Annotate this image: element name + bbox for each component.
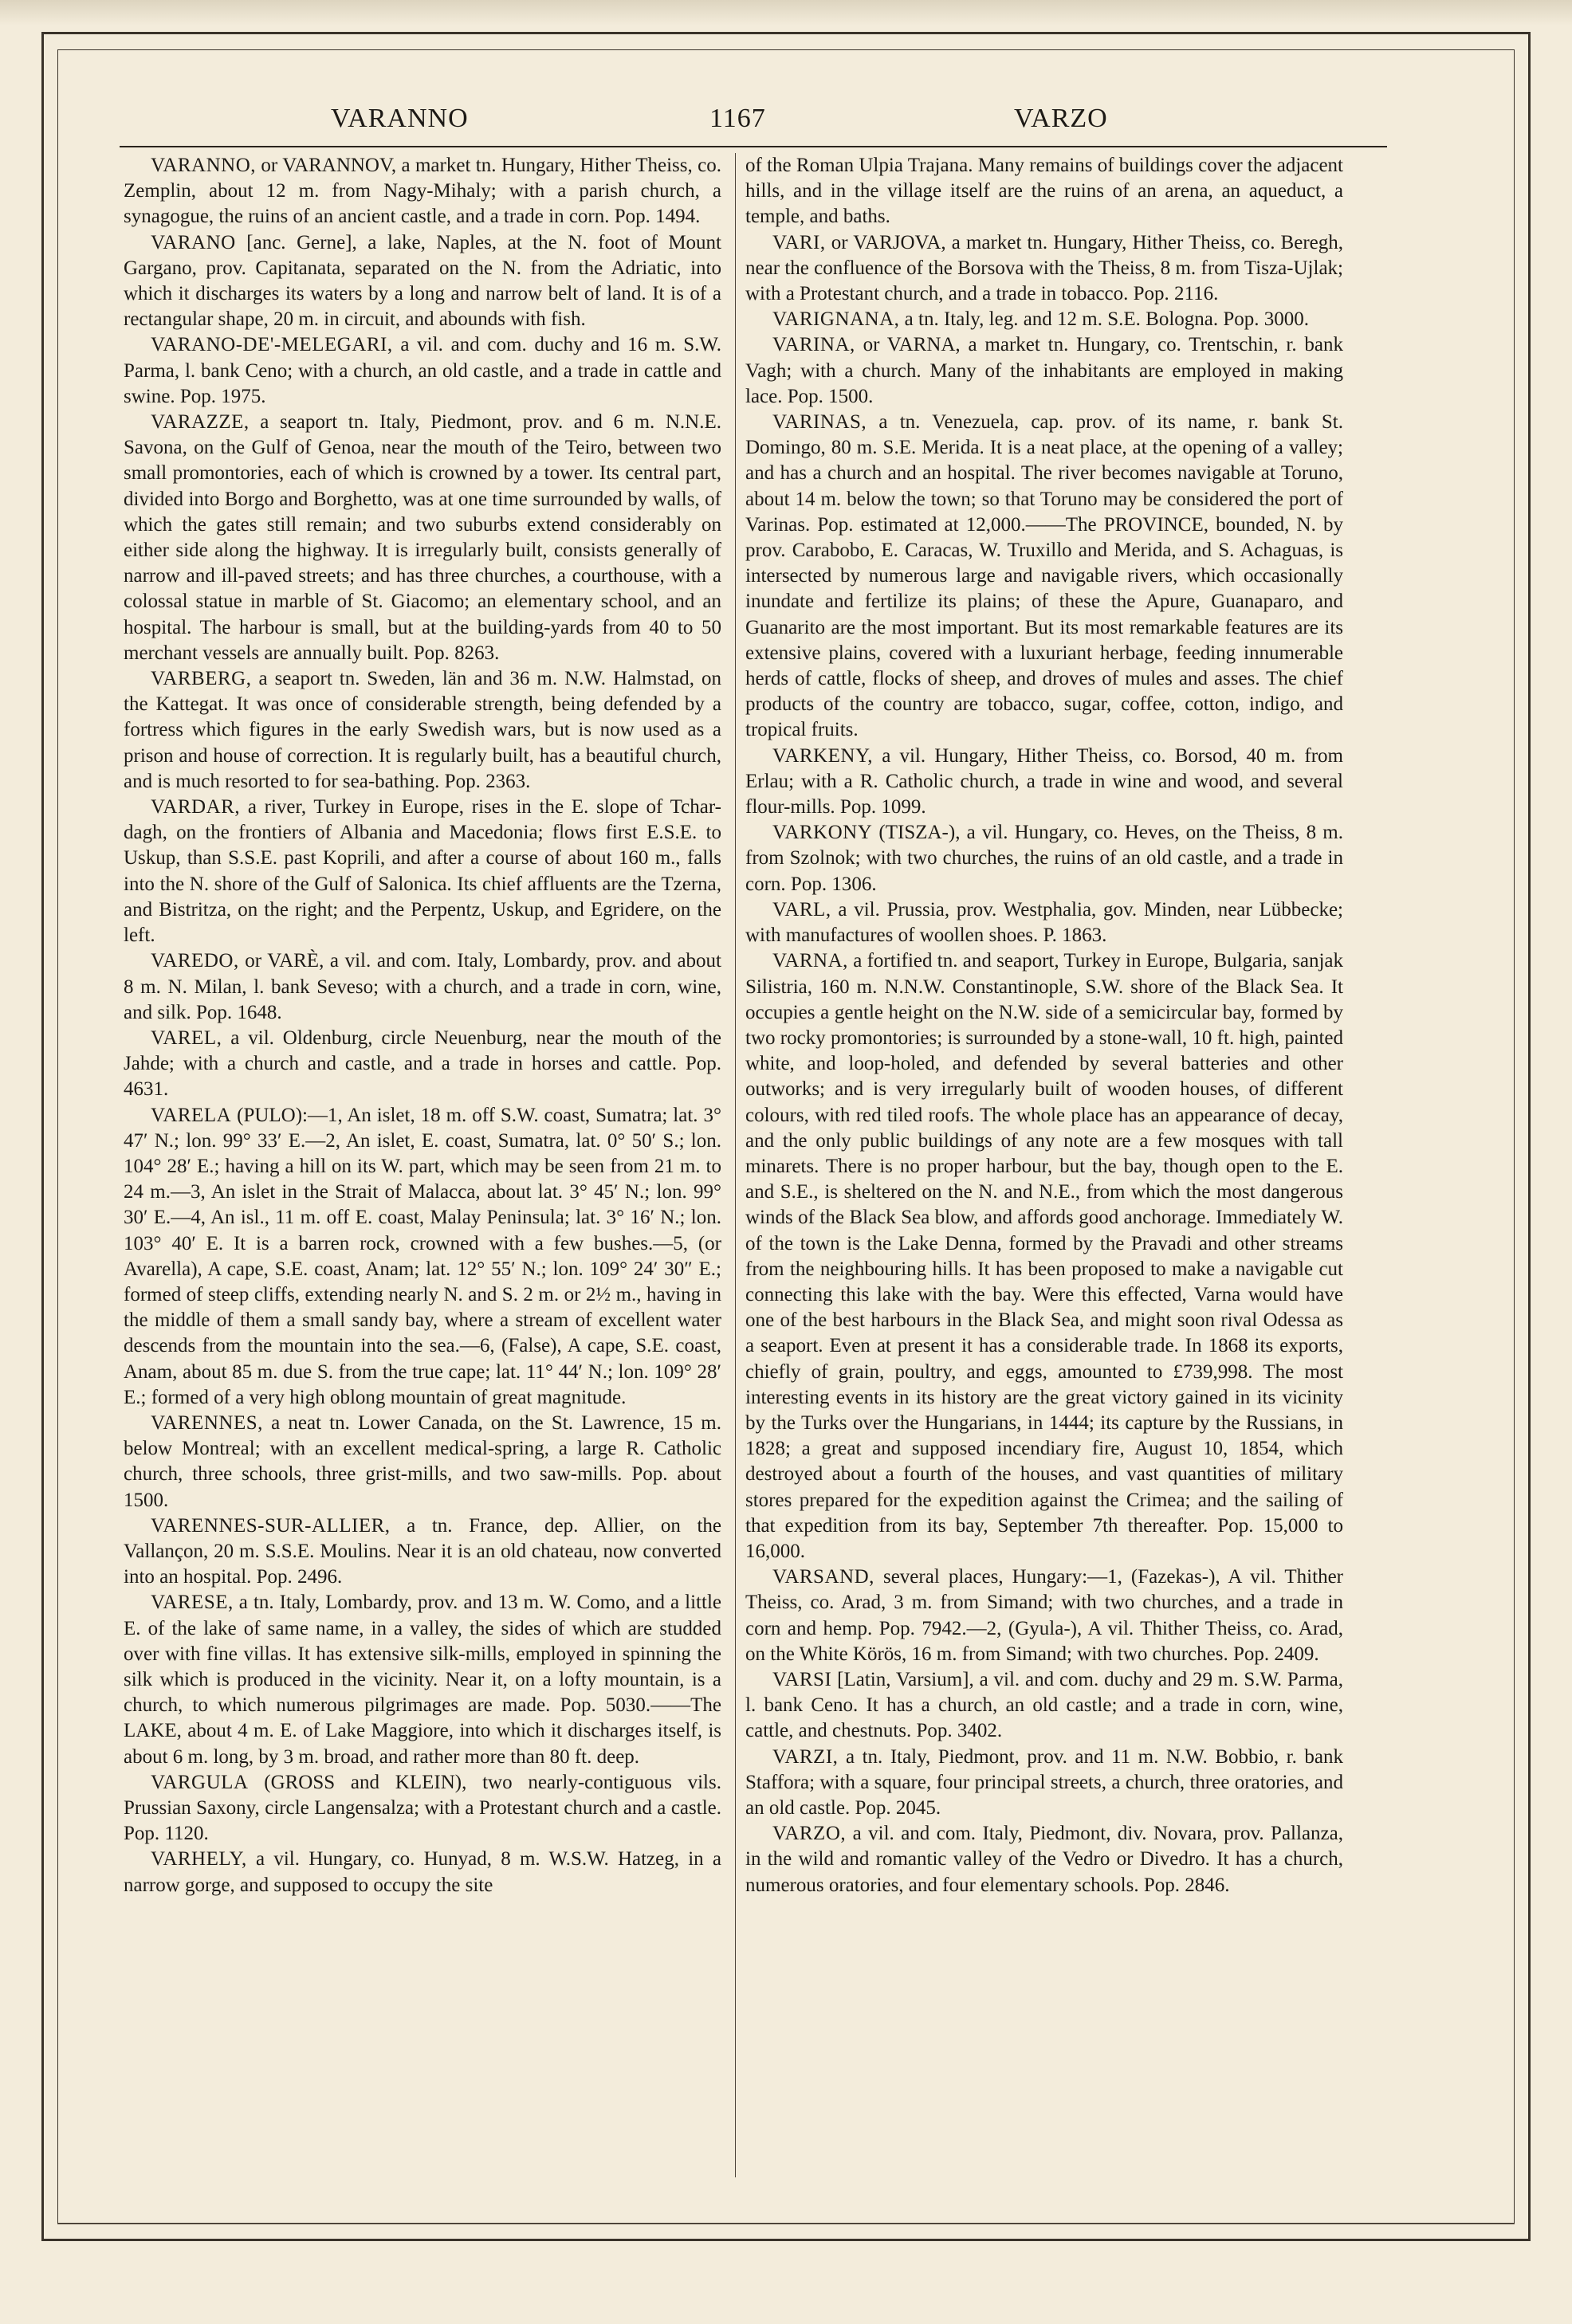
entry-text: a tn. Italy, leg. and 12 m. S.E. Bologna. Pop. 3000. (899, 308, 1310, 331)
right-column (745, 153, 1343, 1898)
dictionary-entry (124, 666, 721, 795)
entry-text: or VARÈ, a vil. and com. Italy, Lombardy, prov. and about 8 m. N. Milan, l. bank Seveso; with a church, and a trade in corn, wine, and silk. Pop. 1648. (124, 950, 721, 1023)
entry-text: a tn. Venezuela, cap. prov. of its name, r. bank St. Domingo, 80 m. S.E. Merida. It is a neat place, at the opening of a valley; and has a church and an hospital. The river becomes navigable at Toruno, about 14 m. below the town; so that Toruno may be considered the port of Varinas. Pop. estimated at 12,000.——The PROVINCE, bounded, N. by prov. Carabobo, E. Caracas, W. Truxillo and Merida, and S. Achaguas, is intersected by numerous large and navigable rivers, which occasionally inundate and fertilize its plains; of these the Apure, Guanaparo, and Guanarito are the most important. But its most remarkable features are its extensive plains, covered with a luxuriant herbage, feeding innumerable herds of cattle, flocks of sheep, and droves of mules and asses. The chief products of the country are tobacco, sugar, coffee, cotton, indigo, and tropical fruits. (745, 411, 1343, 741)
entry-text: a tn. Italy, Lombardy, prov. and 13 m. W. Como, and a little E. of the lake of same name, in a valley, the sides of which are studded over with fine villas. It has extensive silk-mills, employed in spinning the silk which is produced in the vicinity. Near it, on a lofty mountain, is a church, to which numerous pilgrimages are made. Pop. 5030.——The LAKE, about 4 m. E. of Lake Maggiore, into which it discharges itself, is about 6 m. long, by 3 m. broad, and rather more than 80 ft. deep. (124, 1592, 721, 1768)
entry-headword: VARI, (772, 231, 826, 253)
entry-headword: VARKENY, (772, 744, 874, 767)
dictionary-entry (124, 230, 721, 333)
dictionary-entry (124, 1411, 721, 1513)
entry-text: a vil. Oldenburg, circle Neuenburg, near the mouth of the Jahde; with a church and castle, and a trade in horses and cattle. Pop. 4631. (124, 1027, 721, 1101)
entry-text: a vil. Hungary, co. Hunyad, 8 m. W.S.W. Hatzeg, in a narrow gorge, and supposed to occupy the site (124, 1848, 721, 1896)
dictionary-entry (745, 1745, 1343, 1822)
entry-text: (TISZA-), a vil. Hungary, co. Heves, on the Theiss, 8 m. from Szolnok; with two churches, the ruins of an old castle, and a trade in corn. Pop. 1306. (745, 822, 1343, 895)
entry-headword: VARGULA (151, 1771, 249, 1793)
entry-text: a vil. Hungary, Hither Theiss, co. Borsod, 40 m. from Erlau; with a R. Catholic church, a trade in wine and wood, and several flour-mills. Pop. 1099. (745, 744, 1343, 819)
entry-headword: VARAZZE, (151, 411, 250, 434)
running-head-left: VARANNO (331, 104, 469, 133)
dictionary-entry (745, 332, 1343, 410)
entry-headword: VARIGNANA, (772, 308, 900, 331)
dictionary-entry (745, 1821, 1343, 1898)
entry-text: a vil. and com. Italy, Piedmont, div. Novara, prov. Pallanza, in the wild and romantic valley of the Vedro or Divedro. It has a church, numerous oratories, and four elementary schools. Pop. 2846. (745, 1823, 1343, 1896)
entry-text: of the Roman Ulpia Trajana. Many remains of buildings cover the adjacent hills, and in the village itself are the ruins of an arena, an aqueduct, a temple, and baths. (745, 155, 1343, 228)
dictionary-entry (124, 1590, 721, 1769)
dictionary-entry (745, 744, 1343, 821)
entry-headword: VARSI (772, 1668, 832, 1690)
dictionary-entry (124, 1770, 721, 1847)
dictionary-entry (124, 332, 721, 410)
dictionary-entry (124, 1026, 721, 1103)
dictionary-entry (124, 153, 721, 230)
running-head (120, 104, 1387, 140)
entry-headword: VARKONY (772, 822, 873, 844)
entry-text: a vil. Prussia, prov. Westphalia, gov. Minden, near Lübbecke; with manufactures of woollen shoes. P. 1863. (745, 898, 1343, 947)
entry-headword: VARESE, (151, 1592, 234, 1614)
dictionary-entry (124, 1513, 721, 1591)
dictionary-entry (124, 948, 721, 1026)
dictionary-entry (124, 410, 721, 666)
entry-headword: VARINA, (772, 334, 855, 356)
entry-headword: VARSAND, (772, 1566, 874, 1588)
entry-headword: VARENNES-SUR-ALLIER, (151, 1514, 391, 1537)
entry-headword: VARANNO, (151, 155, 257, 176)
dictionary-entry (745, 307, 1343, 332)
entry-text: a seaport tn. Sweden, län and 36 m. N.W. Halmstad, on the Kattegat. It was once of considerable strength, being defended by a fortress which figures in the early Swedish wars, but is now used as a prison and house of correction. It is regularly built, has a beautiful church, and is much resorted to for sea-bathing. Pop. 2363. (124, 668, 721, 792)
entry-text: or VARJOVA, a market tn. Hungary, Hither Theiss, co. Beregh, near the confluence of the Borsova with the Theiss, 8 m. from Tisza-Ujlak; with a Protestant church, and a trade in tobacco. Pop. 2116. (745, 231, 1343, 305)
entry-headword: VAREL, (151, 1027, 222, 1049)
entry-headword: VARZO, (772, 1823, 847, 1845)
running-head-right: VARZO (1014, 104, 1108, 133)
entry-text: [anc. Gerne], a lake, Naples, at the N. foot of Mount Gargano, prov. Capitanata, separated on the N. from the Adriatic, into which it discharges its waters by a long and narrow belt of land. It is of a rectangular shape, 20 m. in circuit, and abounds with fish. (124, 231, 721, 331)
entry-headword: VARZI, (772, 1745, 839, 1768)
header-rule (120, 146, 1387, 147)
entry-text: or VARANNOV, a market tn. Hungary, Hither Theiss, co. Zemplin, about 12 m. from Nagy-Mihaly; with a parish church, a synagogue, the ruins of an ancient castle, and a trade in corn. Pop. 1494. (124, 155, 721, 228)
dictionary-entry (745, 897, 1343, 948)
dictionary-entry (124, 1103, 721, 1411)
scan-edge (0, 0, 1572, 26)
dictionary-entry (745, 1564, 1343, 1667)
entry-text: several places, Hungary:—1, (Fazekas-), A vil. Thither Theiss, co. Arad, 3 m. from Simand; with two churches, and a trade in corn and hemp. Pop. 7942.—2, (Gyula-), A vil. Thither Theiss, co. Arad, on the White Körös, 16 m. from Simand; with two churches. Pop. 2409. (745, 1566, 1343, 1665)
entry-text: (PULO):—1, An islet, 18 m. off S.W. coast, Sumatra; lat. 3° 47′ N.; lon. 99° 33′ E.—2, An islet, E. coast, Sumatra, lat. 0° 50′ S.; lon. 104° 28′ E.; having a hill on its W. part, which may be seen from 21 m. to 24 m.—3, An islet in the Strait of Malacca, about lat. 3° 45′ N.; lon. 99° 30′ E.—4, An isl., 11 m. off E. coast, Malay Peninsula; lat. 3° 16′ N.; lon. 103° 40′ E. It is a barren rock, crowned with a few bushes.—5, (or Avarella), A cape, S.E. coast, Anam; lat. 12° 55′ N.; lon. 109° 24′ 30″ E.; formed of steep cliffs, extending nearly N. and S. 2 m. or 2½ m., having in the middle of them a small sandy bay, where a stream of excellent water descends from the mountain into the sea.—6, (False), A cape, S.E. coast, Anam, about 85 m. due S. from the true cape; lat. 11° 44′ N.; lon. 109° 28′ E.; formed of a very high oblong mountain of great magnitude. (124, 1104, 721, 1408)
dictionary-entry (745, 1667, 1343, 1745)
entry-text: a vil. and com. duchy and 16 m. S.W. Parma, l. bank Ceno; with a church, an old castle, and a trade in cattle and swine. Pop. 1975. (124, 334, 721, 407)
entry-headword: VARDAR, (151, 796, 241, 819)
dictionary-entry (745, 948, 1343, 1564)
entry-text: a fortified tn. and seaport, Turkey in Europe, Bulgaria, sanjak Silistria, 160 m. N.N.W. Constantinople, S.W. shore of the Black Sea. It occupies a gentle height on the N.W. side of a semicircular bay, formed by two rocky promontories; is surrounded by a stone-wall, 10 ft. high, painted white, and loop-holed, and defended by several batteries and other outworks; and is very irregularly built of wooden houses, of different colours, with red tiled roofs. The whole place has an appearance of decay, and the only public buildings of any note are a few mosques with tall minarets. There is no proper harbour, but the bay, though open to the E. and S.E., is sheltered on the N. and N.E., from which the most dangerous winds of the Black Sea blow, and affords good anchorage. Immediately W. of the town is the Lake Denna, formed by the Pravadi and other streams from the neighbouring hills. It has been proposed to make a navigable cut connecting this lake with the bay. Were this effected, Varna would have one of the best harbours in the Black Sea, and might soon rival Odessa as a seaport. Even at present it has a considerable trade. In 1868 its exports, chiefly of grain, poultry, and eggs, amounted to £739,998. The most interesting events in its history are the great victory gained in its vicinity by the Turks over the Hungarians, in 1444; its capture by the Russians, in 1828; a great and supposed incendiary fire, August 10, 1854, which destroyed about a fourth of the houses, and vast quantities of military stores prepared for the expedition against the Crimea; and the sailing of that expedition from its bay, September 7th thereafter. Pop. 15,000 to 16,000. (745, 950, 1343, 1562)
entry-headword: VARHELY, (151, 1848, 247, 1871)
dictionary-entry (745, 230, 1343, 308)
entry-text: a tn. France, dep. Allier, on the Vallançon, 20 m. S.S.E. Moulins. Near it is an old chateau, now converted into an hospital. Pop. 2496. (124, 1514, 721, 1588)
entry-text: a seaport tn. Italy, Piedmont, prov. and 6 m. N.N.E. Savona, on the Gulf of Genoa, near the mouth of the Teiro, between two small promontories, each of which is crowned by a tower. Its central part, divided into Borgo and Borghetto, was at one time surrounded by walls, of which the gates still remain; and two suburbs extend considerably on either side along the highway. It is irregularly built, consists generally of narrow and ill-paved streets; and has three churches, a courthouse, with a colossal statue in marble of St. Giacomo; an elementary school, and an hospital. The harbour is small, but at the building-yards from 40 to 50 merchant vessels are annually built. Pop. 8263. (124, 411, 721, 664)
entry-headword: VARBERG, (151, 668, 252, 690)
entry-text: (GROSS and KLEIN), two nearly-contiguous vils. Prussian Saxony, circle Langensalza; with a Protestant church and a castle. Pop. 1120. (124, 1771, 721, 1845)
left-column (124, 153, 721, 1898)
entry-text: a river, Turkey in Europe, rises in the E. slope of Tchar-dagh, on the frontiers of Albania and Macedonia; flows first E.S.E. to Uskup, than S.S.E. past Koprili, and after a course of about 160 m., falls into the N. shore of the Gulf of Salonica. Its chief affluents are the Tzerna, and Bistritza, on the right; and the Perpentz, Uskup, and Egridere, on the left. (124, 796, 721, 947)
entry-headword: VARNA, (772, 950, 848, 972)
dictionary-entry (745, 820, 1343, 897)
dictionary-entry (124, 795, 721, 948)
entry-text: [Latin, Varsium], a vil. and com. duchy and 29 m. S.W. Parma, l. bank Ceno. It has a church, an old castle; and a trade in corn, wine, cattle, and chestnuts. Pop. 3402. (745, 1668, 1343, 1742)
dictionary-entry (745, 410, 1343, 744)
entry-headword: VARENNES, (151, 1411, 263, 1434)
entry-headword: VARL, (772, 898, 831, 921)
entry-text: or VARNA, a market tn. Hungary, co. Trentschin, r. bank Vagh; with a church. Many of the inhabitants are employed in making lace. Pop. 1500. (745, 334, 1343, 407)
entry-headword: VARANO-DE'-MELEGARI, (151, 334, 393, 356)
dictionary-entry (745, 153, 1343, 230)
page-number: 1167 (709, 104, 766, 133)
entry-headword: VARINAS, (772, 411, 867, 434)
entry-headword: VARANO (151, 231, 236, 253)
entry-headword: VAREDO, (151, 950, 239, 972)
entry-text: a neat tn. Lower Canada, on the St. Lawrence, 15 m. below Montreal; with an excellent medical-spring, a large R. Catholic church, three schools, three grist-mills, and two saw-mills. Pop. about 1500. (124, 1411, 721, 1511)
column-divider (735, 153, 736, 2177)
entry-text: a tn. Italy, Piedmont, prov. and 11 m. N.W. Bobbio, r. bank Staffora; with a square, four principal streets, a church, three oratories, and an old castle. Pop. 2045. (745, 1745, 1343, 1819)
entry-headword: VARELA (151, 1104, 232, 1126)
dictionary-entry (124, 1847, 721, 1898)
